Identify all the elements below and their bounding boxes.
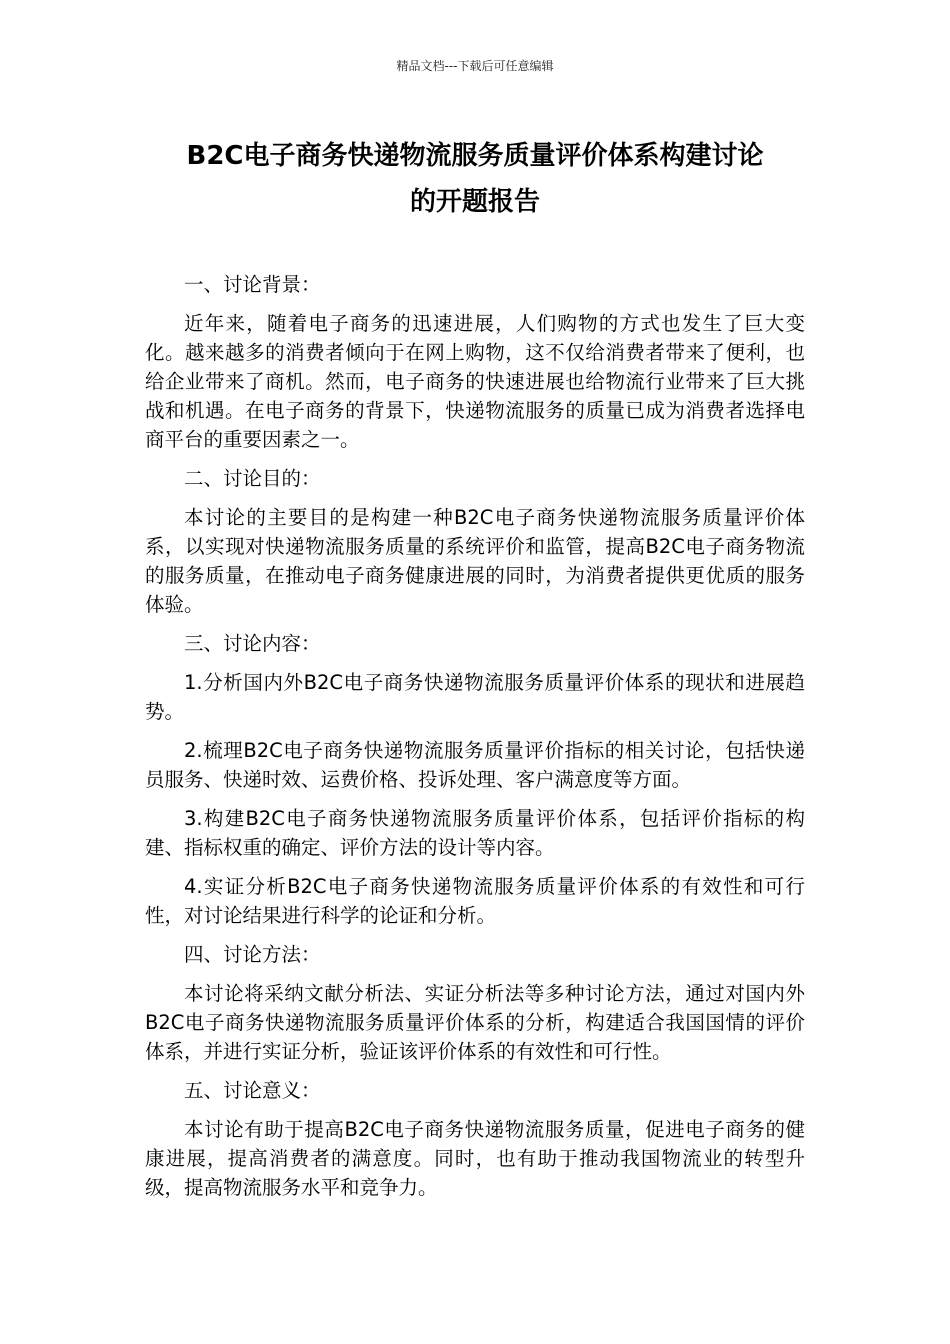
paragraph-significance: 本讨论有助于提高B2C电子商务快递物流服务质量，促进电子商务的健康进展，提高消费者的满意度。同时，也有助于推动我国物流业的转型升级，提高物流服务水平和竞争力。 (145, 1118, 805, 1199)
section-heading-method: 四、讨论方法： (184, 943, 321, 966)
header-note: 精品文档---下载后可任意编辑 (396, 59, 554, 73)
title-line-1: B2C电子商务快递物流服务质量评价体系构建讨论 (186, 141, 764, 171)
content-item-1: 1.分析国内外B2C电子商务快递物流服务质量评价体系的现状和进展趋势。 (145, 671, 805, 723)
paragraph-purpose: 本讨论的主要目的是构建一种B2C电子商务快递物流服务质量评价体系，以实现对快递物流服务质量的系统评价和监管，提高B2C电子商务物流的服务质量，在推动电子商务健康进展的同时，为消费者提供更优质的服务体验。 (145, 506, 805, 616)
section-heading-significance: 五、讨论意义： (184, 1079, 321, 1102)
title-line-2: 的开题报告 (409, 187, 540, 217)
section-heading-content: 三、讨论内容： (184, 632, 321, 655)
section-heading-purpose: 二、讨论目的： (184, 467, 321, 490)
content-item-2: 2.梳理B2C电子商务快递物流服务质量评价指标的相关讨论，包括快递员服务、快递时效、运费价格、投诉处理、客户满意度等方面。 (145, 739, 805, 791)
paragraph-background: 近年来，随着电子商务的迅速进展，人们购物的方式也发生了巨大变化。越来越多的消费者倾向于在网上购物，这不仅给消费者带来了便利，也给企业带来了商机。然而，电子商务的快速进展也给物流行业带来了巨大挑战和机遇。在电子商务的背景下，快递物流服务的质量已成为消费者选择电商平台的重要因素之一。 (145, 312, 805, 451)
content-item-3: 3.构建B2C电子商务快递物流服务质量评价体系，包括评价指标的构建、指标权重的确定、评价方法的设计等内容。 (145, 807, 805, 859)
document-body (145, 270, 805, 1212)
content-item-4: 4.实证分析B2C电子商务快递物流服务质量评价体系的有效性和可行性，对讨论结果进行科学的论证和分析。 (145, 875, 805, 927)
paragraph-method: 本讨论将采纳文献分析法、实证分析法等多种讨论方法，通过对国内外B2C电子商务快递物流服务质量评价体系的分析，构建适合我国国情的评价体系，并进行实证分析，验证该评价体系的有效性和可行性。 (145, 982, 805, 1063)
document-title (120, 133, 830, 225)
section-heading-background: 一、讨论背景： (184, 273, 321, 296)
